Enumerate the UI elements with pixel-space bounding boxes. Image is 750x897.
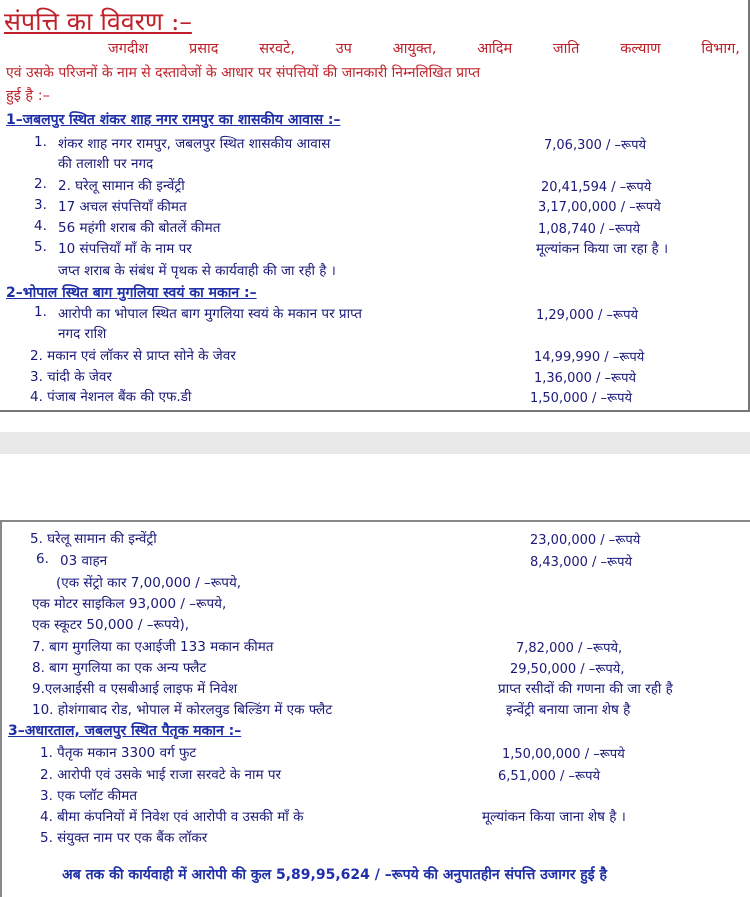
list-item-amount: 7,82,000 / –रूपये, [516,641,623,656]
section-1-note: जप्त शराब के संबंध में पृथक से कार्यवाही की जा रही है । [58,263,336,279]
list-item-text: 4. बीमा कंपनियों में निवेश एवं आरोपी व उसकी माँ के [40,809,304,825]
list-item-text: 03 वाहन [60,553,108,569]
intro-word: आयुक्त, [392,41,437,57]
list-item-number: 3. [34,197,47,213]
page-separator [0,432,750,454]
list-item-text: 1. पैतृक मकान 3300 वर्ग फुट [40,745,197,761]
list-item-amount: मूल्यांकन किया जाना शेष है । [482,809,626,825]
document-page-2 [0,520,750,897]
page-title: संपत्ति का विवरण :– [4,7,192,36]
list-item-text: 2. मकान एवं लॉकर से प्राप्त सोने के जेवर [30,348,236,364]
intro-word: सरवटे, [259,41,295,57]
vehicle-detail: एक मोटर साइकिल 93,000 / –रूपये, [32,596,227,612]
list-item-text: शंकर शाह नगर रामपुर, जबलपुर स्थित शासकीय आवास [58,136,331,152]
intro-word: कल्याण [620,41,661,57]
list-item-text: 17 अचल संपत्तियाँ कीमत [58,199,187,215]
list-item-amount: 6,51,000 / –रूपये [498,769,601,784]
document-page-1 [0,0,750,412]
list-item-number: 2. [34,176,47,192]
list-item-text: 5. घरेलू सामान की इन्वेंट्री [30,531,157,547]
intro-word: प्रसाद [188,41,219,57]
list-item-text: आरोपी का भोपाल स्थित बाग मुगलिया स्वयं के मकान पर प्राप्त [58,306,362,322]
intro-word: जगदीश [108,41,149,57]
list-item-amount: 1,29,000 / –रूपये [536,308,639,323]
section-1-heading: 1–जबलपुर स्थित शंकर शाह नगर रामपुर का शासकीय आवास :– [6,112,341,128]
list-item-number: 1. [34,134,47,150]
list-item-text: 5. संयुक्त नाम पर एक बैंक लॉकर [40,830,208,846]
intro-line-1 [108,38,740,60]
list-item-text: 2. आरोपी एवं उसके भाई राजा सरवटे के नाम पर [40,767,282,783]
list-item-amount: 8,43,000 / –रूपये [530,555,633,570]
list-item-amount: 7,06,300 / –रूपये [544,138,647,153]
list-item-text-cont: नगद राशि [58,326,107,342]
list-item-number: 4. [34,218,47,234]
list-item-amount: 14,99,990 / –रूपये [534,350,645,365]
intro-word: विभाग, [701,41,740,57]
list-item-number: 6. [36,551,49,567]
list-item-amount: 1,50,000 / –रूपये [530,391,633,406]
list-item-text: 8. बाग मुगलिया का एक अन्य फ्लैट [32,660,207,676]
section-3-heading: 3–अधारताल, जबलपुर स्थित पैतृक मकान :– [8,723,242,739]
intro-word: आदिम [477,41,513,57]
vehicle-detail: एक स्कूटर 50,000 / –रूपये), [32,617,190,633]
list-item-text: 10. होशंगाबाद रोड, भोपाल में कोरलवुड बिल्डिंग में एक फ्लैट [32,702,333,718]
list-item-amount: 20,41,594 / –रूपये [541,180,652,195]
list-item-amount: 1,08,740 / –रूपये [538,222,641,237]
list-item-text: 56 महंगी शराब की बोतलें कीमत [58,220,221,236]
list-item-text: 9.एलआईसी व एसबीआई लाइफ में निवेश [32,681,238,697]
list-item-amount: 1,50,00,000 / –रूपये [502,747,625,762]
list-item-amount: 3,17,00,000 / –रूपये [538,200,661,215]
list-item-amount: 29,50,000 / –रूपये, [510,662,625,677]
list-item-number: 1. [34,304,47,320]
list-item-text: 7. बाग मुगलिया का एआईजी 133 मकान कीमत [32,639,274,655]
list-item-number: 5. [34,239,47,255]
list-item-text: 4. पंजाब नेशनल बैंक की एफ.डी [30,389,192,405]
list-item-amount: इन्वेंट्री बनाया जाना शेष है [506,702,631,718]
list-item-text-cont: की तलाशी पर नगद [58,156,154,172]
list-item-amount: 1,36,000 / –रूपये [534,371,637,386]
list-item-amount: मूल्यांकन किया जा रहा है । [536,241,669,257]
intro-line-3: हुई है :– [6,88,50,104]
total-summary: अब तक की कार्यवाही में आरोपी की कुल 5,89,95,624 / –रूपये की अनुपातहीन संपत्ति उजागर हुई है [62,867,607,883]
vehicle-detail: (एक सेंट्रो कार 7,00,000 / –रूपये, [56,575,242,591]
intro-word: उप [335,41,352,57]
list-item-text: 2. घरेलू सामान की इन्वेंट्री [58,178,185,194]
intro-word: जाति [552,41,580,57]
list-item-amount: प्राप्त रसीदों की गणना की जा रही है [498,681,673,697]
section-2-heading: 2–भोपाल स्थित बाग मुगलिया स्वयं का मकान :– [6,285,257,301]
list-item-text: 3. चांदी के जेवर [30,369,112,385]
list-item-amount: 23,00,000 / –रूपये [530,533,641,548]
list-item-text: 10 संपत्तियाँ माँ के नाम पर [58,241,192,257]
list-item-text: 3. एक प्लॉट कीमत [40,788,138,804]
intro-line-2: एवं उसके परिजनों के नाम से दस्तावेजों के आधार पर संपत्तियों की जानकारी निम्नलिखित प्राप्त [6,65,481,81]
